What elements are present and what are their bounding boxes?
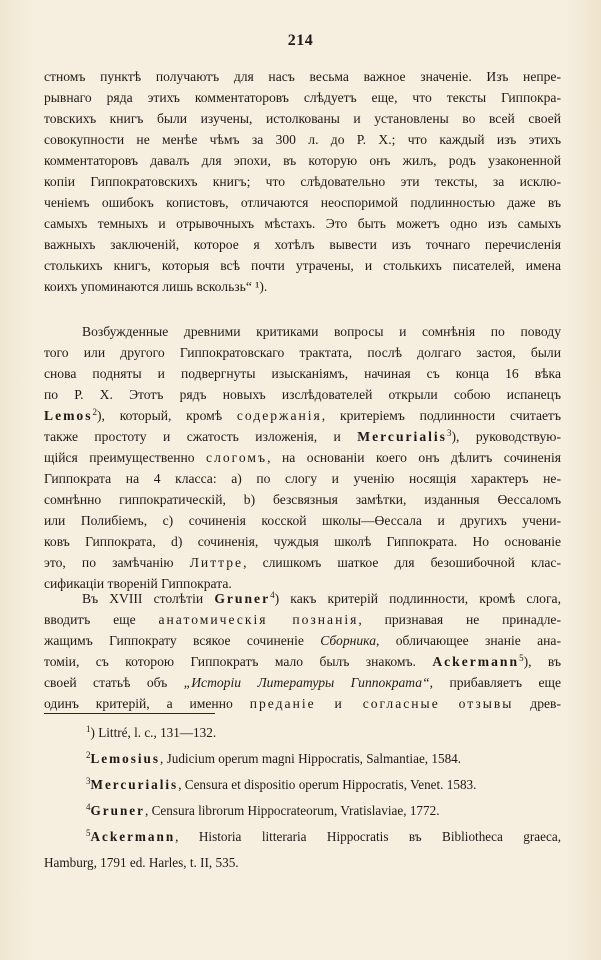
text-run: ), который, кромѣ [97, 408, 237, 423]
text-run: , на основаніи коего онъ дѣлитъ сочиненія [267, 450, 561, 465]
text-line [44, 693, 561, 714]
text-run: своей статьѣ объ [44, 675, 184, 690]
text-line: или Полибіемъ, c) сочиненія косской школы—Өессала и другихъ учени- [44, 513, 561, 528]
text-line [44, 609, 561, 630]
text-line [44, 426, 561, 447]
footnote-ref[interactable]: 5 [519, 653, 524, 663]
text-run: щійся преимущественно [44, 450, 207, 465]
footnote-text: , Judicium operum magni Hippocratis, Salmantiae, 1584. [160, 751, 462, 766]
text-line: коихъ упоминаются лишь вскользь“ ¹). [44, 279, 268, 294]
author-name: Gruner [90, 803, 145, 818]
text-run: , признавая не принадле- [358, 612, 561, 627]
text-line: копіи Гиппократовскихъ книгъ; что слѣдовательно эти тексты, за исклю- [44, 174, 561, 189]
text-line: стномъ пунктѣ получаютъ для насъ весьма важное значеніе. Изъ непре- [44, 69, 561, 84]
footnote-5-continuation: Hamburg, 1791 ed. Harles, t. II, 535. [44, 855, 239, 870]
spaced-word: преданіе и согласные отзывы [249, 696, 514, 711]
footnote-2 [44, 746, 561, 772]
footnote-ref[interactable]: 2 [92, 407, 98, 417]
text-line: комментаторовъ давалъ для эпохи, въ которую онъ жилъ, родъ узаконенной [44, 153, 561, 168]
text-line [44, 552, 561, 573]
text-run: , слишкомъ шаткое для безошибочной клас- [243, 555, 561, 570]
page-number: 214 [287, 32, 314, 49]
footnote-text: ) Littré, l. c., 131—132. [90, 725, 217, 740]
text-line: товскихъ книгъ были изучены, истолкованы и установлены во всей своей [44, 111, 561, 126]
author-name: Литтре [189, 555, 244, 570]
text-line: рывнаго ряда этихъ комментаторовъ слѣдуетъ еще, что тексты Гиппокра- [44, 90, 561, 105]
footnote-ref[interactable]: 3 [446, 428, 452, 438]
author-name: Gruner [214, 591, 271, 606]
text-line: сификаціи твореній Гиппократа. [44, 576, 232, 591]
text-line: важныхъ заключеній, которое я хотѣлъ вывести изъ точнаго перечисленія [44, 237, 561, 252]
text-run: томіи, съ которою Гиппократъ мало былъ знакомъ. [44, 654, 433, 669]
footnote-text: , Censura et dispositio operum Hippocratis, Venet. 1583. [178, 777, 477, 792]
text-run: жащимъ Гиппократу всякое сочиненіе [44, 633, 321, 648]
footnote-number: 1 [86, 724, 91, 734]
text-run: вводитъ еще [44, 612, 159, 627]
paragraph-3 [44, 588, 561, 714]
author-name: Ackermann [432, 654, 520, 669]
text-run: это, по замѣчанію [44, 555, 190, 570]
footnote-number: 5 [86, 828, 91, 838]
text-run: одинъ критерій, а именно [44, 696, 250, 711]
text-line: самыхъ темныхъ и отрывочныхъ мѣстахъ. Это быть можетъ одно изъ самыхъ [44, 216, 561, 231]
footnote-number: 2 [86, 750, 91, 760]
text-line: того или другого Гиппократовскаго трактата, послѣ долгаго застоя, были [44, 345, 561, 360]
footnote-divider [44, 713, 215, 714]
text-line: ковъ Гиппократа, d) сочиненія, чуждыя школѣ Гиппократа. Но основаніе [44, 534, 561, 549]
text-run: также простоту и сжатость изложенія, и [44, 429, 358, 444]
author-name: Lemosius [90, 751, 160, 766]
footnote-ref[interactable]: 4 [270, 590, 275, 600]
italic-word: Сборника [320, 633, 376, 648]
footnote-text: , Censura librorum Hippocrateorum, Vratislaviae, 1772. [145, 803, 440, 818]
text-line [44, 588, 561, 609]
text-line: Гиппократа на 4 класса: a) по слогу и ученію носящія характеръ не- [44, 471, 561, 486]
spaced-word: содержанія [236, 408, 322, 423]
text-line: ченіемъ ошибокъ копистовъ, отличаются неоспоримой подлинностью даже въ [44, 195, 561, 210]
footnote-text: , Historia litteraria Hippocratis въ Bibliotheca graeca, [175, 829, 561, 844]
paragraph-1 [44, 66, 561, 297]
author-name: Mercurialis [357, 429, 447, 444]
text-line: столькихъ книгъ, которыя всѣ почти утрачены, и столькихъ писателей, имена [44, 258, 561, 273]
footnote-1 [44, 720, 561, 746]
text-line: Возбужденные древними критиками вопросы и сомнѣнія по поводу [82, 324, 561, 339]
author-name: Mercurialis [90, 777, 179, 792]
text-run: , обличающее знаніе ана- [376, 633, 561, 648]
text-run: , прибавляетъ еще [429, 675, 561, 690]
text-run: Въ XVIII столѣтіи [82, 591, 215, 606]
text-run: , критеріемъ подлинности считаетъ [321, 408, 561, 423]
footnote-4 [44, 798, 561, 824]
spaced-word: анатомическія познанія [158, 612, 359, 627]
text-line: снова подняты и подвергнуты изысканіямъ, начиная съ конца 16 вѣка [44, 366, 561, 381]
text-line [44, 672, 561, 693]
footnotes [44, 720, 561, 876]
text-line [44, 630, 561, 651]
paragraph-2 [44, 321, 561, 594]
author-name: Lemos [44, 408, 93, 423]
text-run: ), руководствую- [451, 429, 561, 444]
text-line [44, 651, 561, 672]
text-line: сомнѣнно гиппократическій, b) безсвязныя замѣтки, изданныя Өессаломъ [44, 492, 561, 507]
italic-title: „Исторіи Литературы Гиппократа“ [183, 675, 430, 690]
text-line: совокупности не менѣе чѣмъ за 300 л. до Р. Х.; что каждый изъ этихъ [44, 132, 561, 147]
text-line: по Р. Х. Этотъ рядъ новыхъ изслѣдователей открыли собою испанецъ [44, 387, 561, 402]
spaced-word: слогомъ [206, 450, 268, 465]
footnote-5 [44, 824, 561, 850]
footnote-number: 3 [86, 776, 91, 786]
text-run: ), въ [523, 654, 561, 669]
footnote-number: 4 [86, 802, 91, 812]
text-run: ) какъ критерій подлинности, кромѣ слога, [274, 591, 561, 606]
footnote-3 [44, 772, 561, 798]
author-name: Ackermann [90, 829, 176, 844]
text-run: древ- [513, 696, 561, 711]
text-line [44, 447, 561, 468]
text-line [44, 405, 561, 426]
